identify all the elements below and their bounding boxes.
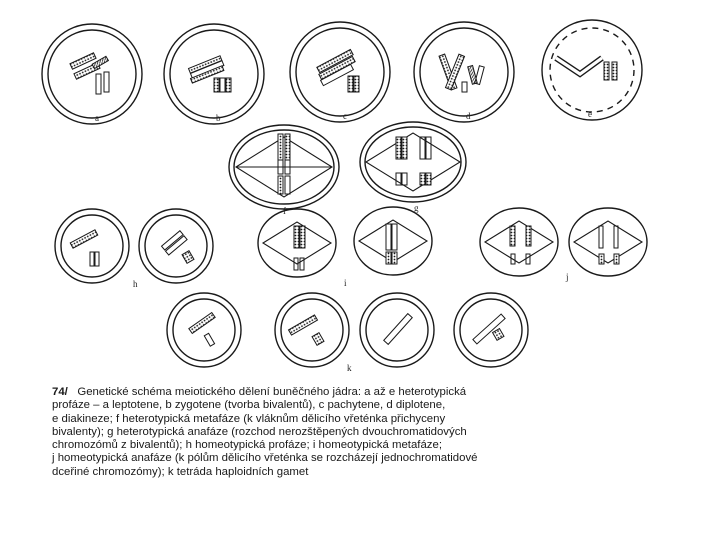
caption-line-4: bivalenty); g heterotypická anafáze (rozchod nerozštěpených dvouchromatidových [52,425,467,438]
cell-k4 [454,293,528,367]
cell-c [290,22,390,122]
cell-b [164,24,264,124]
figure-number: 74/ [52,386,68,398]
label-c: c [343,111,347,121]
cell-i2 [354,207,432,275]
label-h: h [133,279,138,289]
cell-h2 [139,209,213,283]
cell-g [360,122,466,202]
caption-line-5: chromozómů z bivalentů); h homeotypická profáze; i homeotypická metafáze; [52,439,443,452]
label-k: k [347,363,352,373]
caption-text: Genetické schéma meiotického dělení buněčného jádra: a až e heterotypická [77,386,467,398]
label-d: d [466,111,471,121]
caption-line-7: dceřiné chromozómy); k tetráda haploidních gamet [52,465,309,478]
cell-j2 [569,208,647,276]
cell-a [42,24,142,124]
cell-k2 [275,293,349,367]
label-e: e [588,109,592,119]
caption-line-2: profáze – a leptotene, b zygotene (tvorba bivalentů), c pachytene, d diplotene, [52,399,446,412]
caption-line-6: j homeotypická anafáze (k pólům dělicího vřeténka se rozcházejí jednochromatidové [52,452,478,465]
cell-k3 [360,293,434,367]
cell-h1 [55,209,129,283]
label-i: i [344,278,347,288]
cell-i1 [258,209,336,277]
label-j: j [566,272,569,282]
cell-f [229,125,339,209]
cell-d [414,22,514,122]
label-g: g [414,203,419,213]
cell-j1 [480,208,558,276]
cell-k1 [167,293,241,367]
label-b: b [216,113,221,123]
caption-line-3: e diakineze; f heterotypická metafáze (k vláknům dělicího vřeténka přichyceny [52,412,446,425]
figure-caption [52,386,652,479]
caption-line-1 [52,386,652,399]
label-a: a [95,113,99,123]
label-f: f [283,206,286,216]
cell-e [542,20,642,120]
